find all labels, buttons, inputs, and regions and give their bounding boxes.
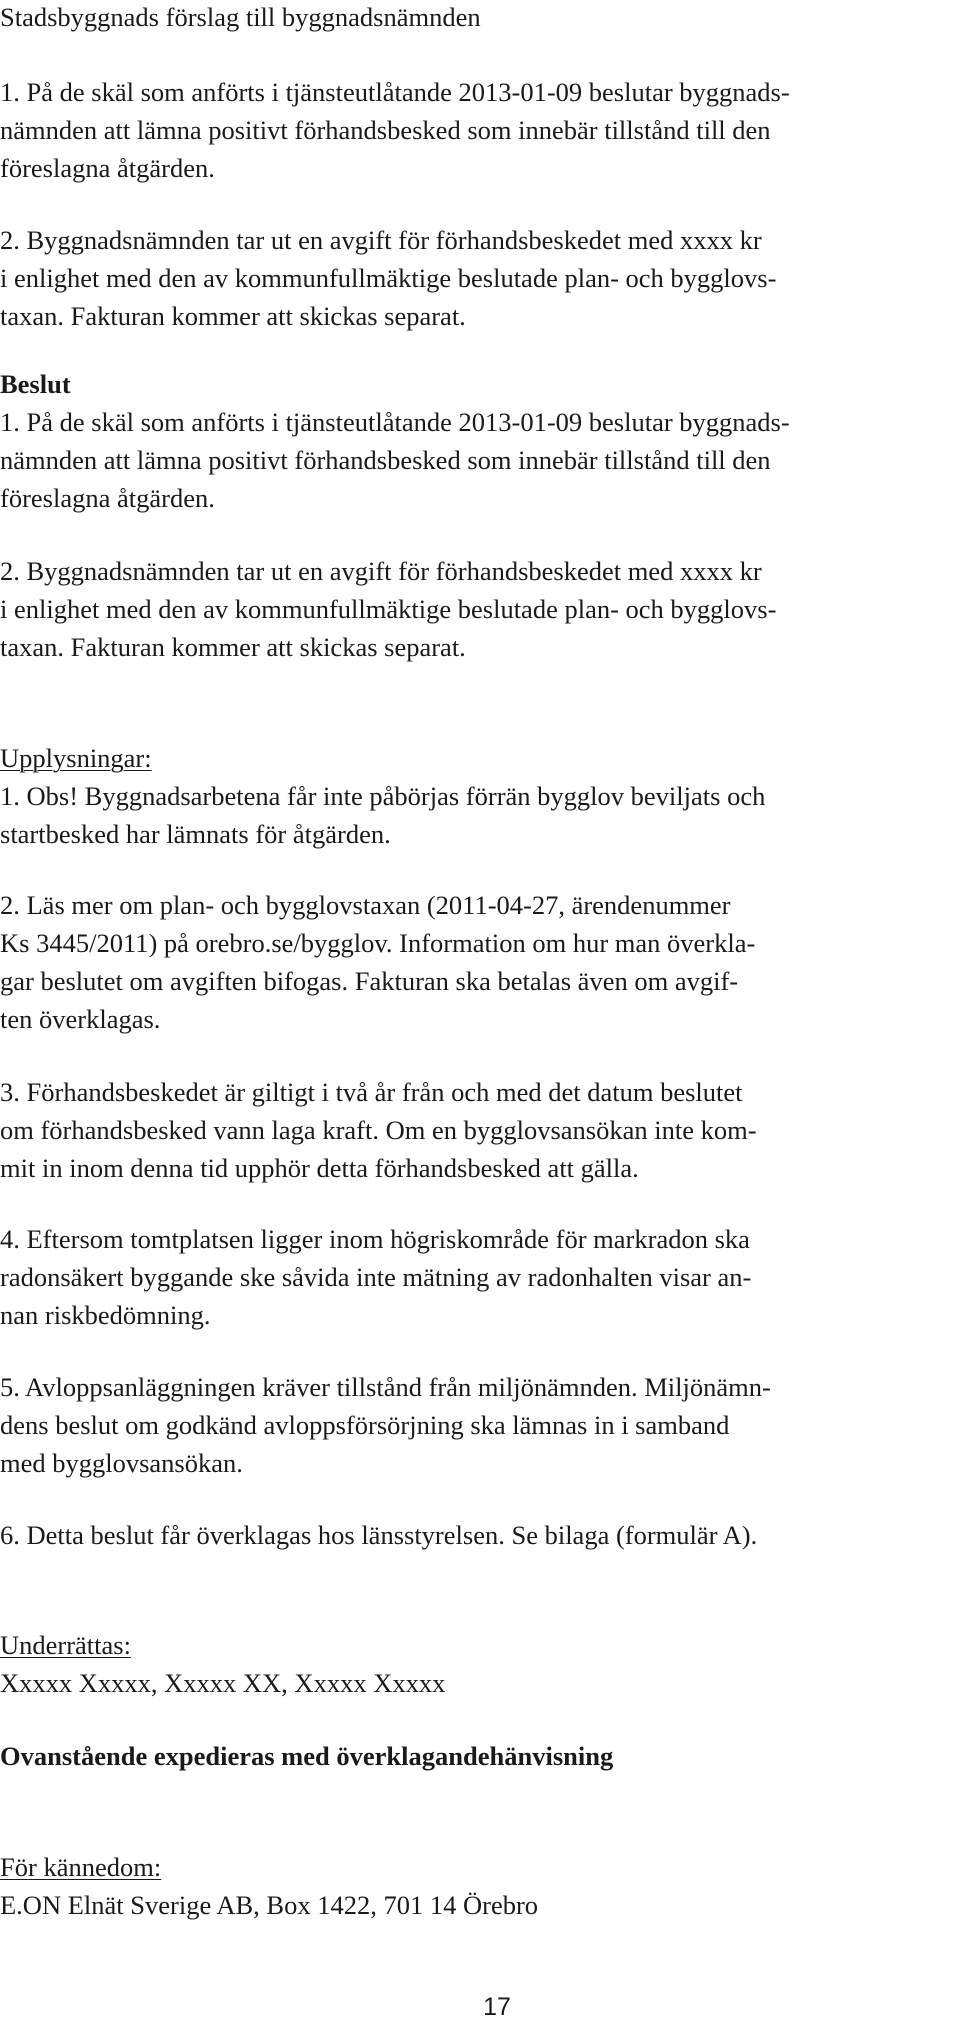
information-heading: Upplysningar: [0, 743, 152, 773]
text-line: 2. Läs mer om plan- och bygglovstaxan (2011-04-27, ärendenummer [0, 890, 731, 920]
text-line: 1. På de skäl som anförts i tjänsteutlåtande 2013-01-09 beslutar byggnads- [0, 407, 790, 437]
notified-names: Xxxxx Xxxxx, Xxxxx XX, Xxxxx Xxxxx [0, 1668, 446, 1698]
text-line: mit in inom denna tid upphör detta förhandsbesked att gälla. [0, 1153, 639, 1183]
page-number: 17 [483, 1993, 511, 2021]
for-info-heading: För kännedom: [0, 1852, 162, 1882]
text-line: startbesked har lämnats för åtgärden. [0, 819, 391, 849]
text-line: med bygglovsansökan. [0, 1448, 243, 1478]
text-line: föreslagna åtgärden. [0, 483, 215, 513]
text-line: taxan. Fakturan kommer att skickas separat. [0, 301, 466, 331]
proposal-heading: Stadsbyggnads förslag till byggnadsnämnden [0, 2, 481, 32]
text-line: 3. Förhandsbeskedet är giltigt i två år från och med det datum beslutet [0, 1077, 743, 1107]
text-line: 6. Detta beslut får överklagas hos länsstyrelsen. Se bilaga (formulär A). [0, 1520, 758, 1550]
text-line: om förhandsbesked vann laga kraft. Om en bygglovsansökan inte kom- [0, 1115, 757, 1145]
text-line: 4. Eftersom tomtplatsen ligger inom högriskområde för markradon ska [0, 1224, 750, 1254]
text-line: nämnden att lämna positivt förhandsbesked som innebär tillstånd till den [0, 445, 771, 475]
text-line: 2. Byggnadsnämnden tar ut en avgift för förhandsbeskedet med xxxx kr [0, 225, 762, 255]
text-line: i enlighet med den av kommunfullmäktige beslutade plan- och bygglovs- [0, 594, 777, 624]
text-line: taxan. Fakturan kommer att skickas separat. [0, 632, 466, 662]
text-line: 1. Obs! Byggnadsarbetena får inte påbörjas förrän bygglov beviljats och [0, 781, 766, 811]
text-line: 1. På de skäl som anförts i tjänsteutlåtande 2013-01-09 beslutar byggnads- [0, 77, 790, 107]
text-line: föreslagna åtgärden. [0, 153, 215, 183]
text-line: dens beslut om godkänd avloppsförsörjning ska lämnas in i samband [0, 1410, 730, 1440]
text-line: 2. Byggnadsnämnden tar ut en avgift för förhandsbeskedet med xxxx kr [0, 556, 762, 586]
text-line: Ks 3445/2011) på orebro.se/bygglov. Information om hur man överkla- [0, 928, 756, 958]
dispatch-note: Ovanstående expedieras med överklagandehänvisning [0, 1741, 614, 1771]
text-line: gar beslutet om avgiften bifogas. Fakturan ska betalas även om avgif- [0, 966, 739, 996]
decision-heading: Beslut [0, 369, 71, 399]
text-line: nämnden att lämna positivt förhandsbesked som innebär tillstånd till den [0, 115, 771, 145]
text-line: radonsäkert byggande ske såvida inte mätning av radonhalten visar an- [0, 1262, 752, 1292]
text-line: nan riskbedömning. [0, 1300, 211, 1330]
text-line: ten överklagas. [0, 1004, 161, 1034]
text-line: i enlighet med den av kommunfullmäktige beslutade plan- och bygglovs- [0, 263, 777, 293]
for-info-recipient: E.ON Elnät Sverige AB, Box 1422, 701 14 Örebro [0, 1890, 539, 1920]
text-line: 5. Avloppsanläggningen kräver tillstånd från miljönämnden. Miljönämn- [0, 1372, 771, 1402]
notified-heading: Underrättas: [0, 1630, 131, 1660]
